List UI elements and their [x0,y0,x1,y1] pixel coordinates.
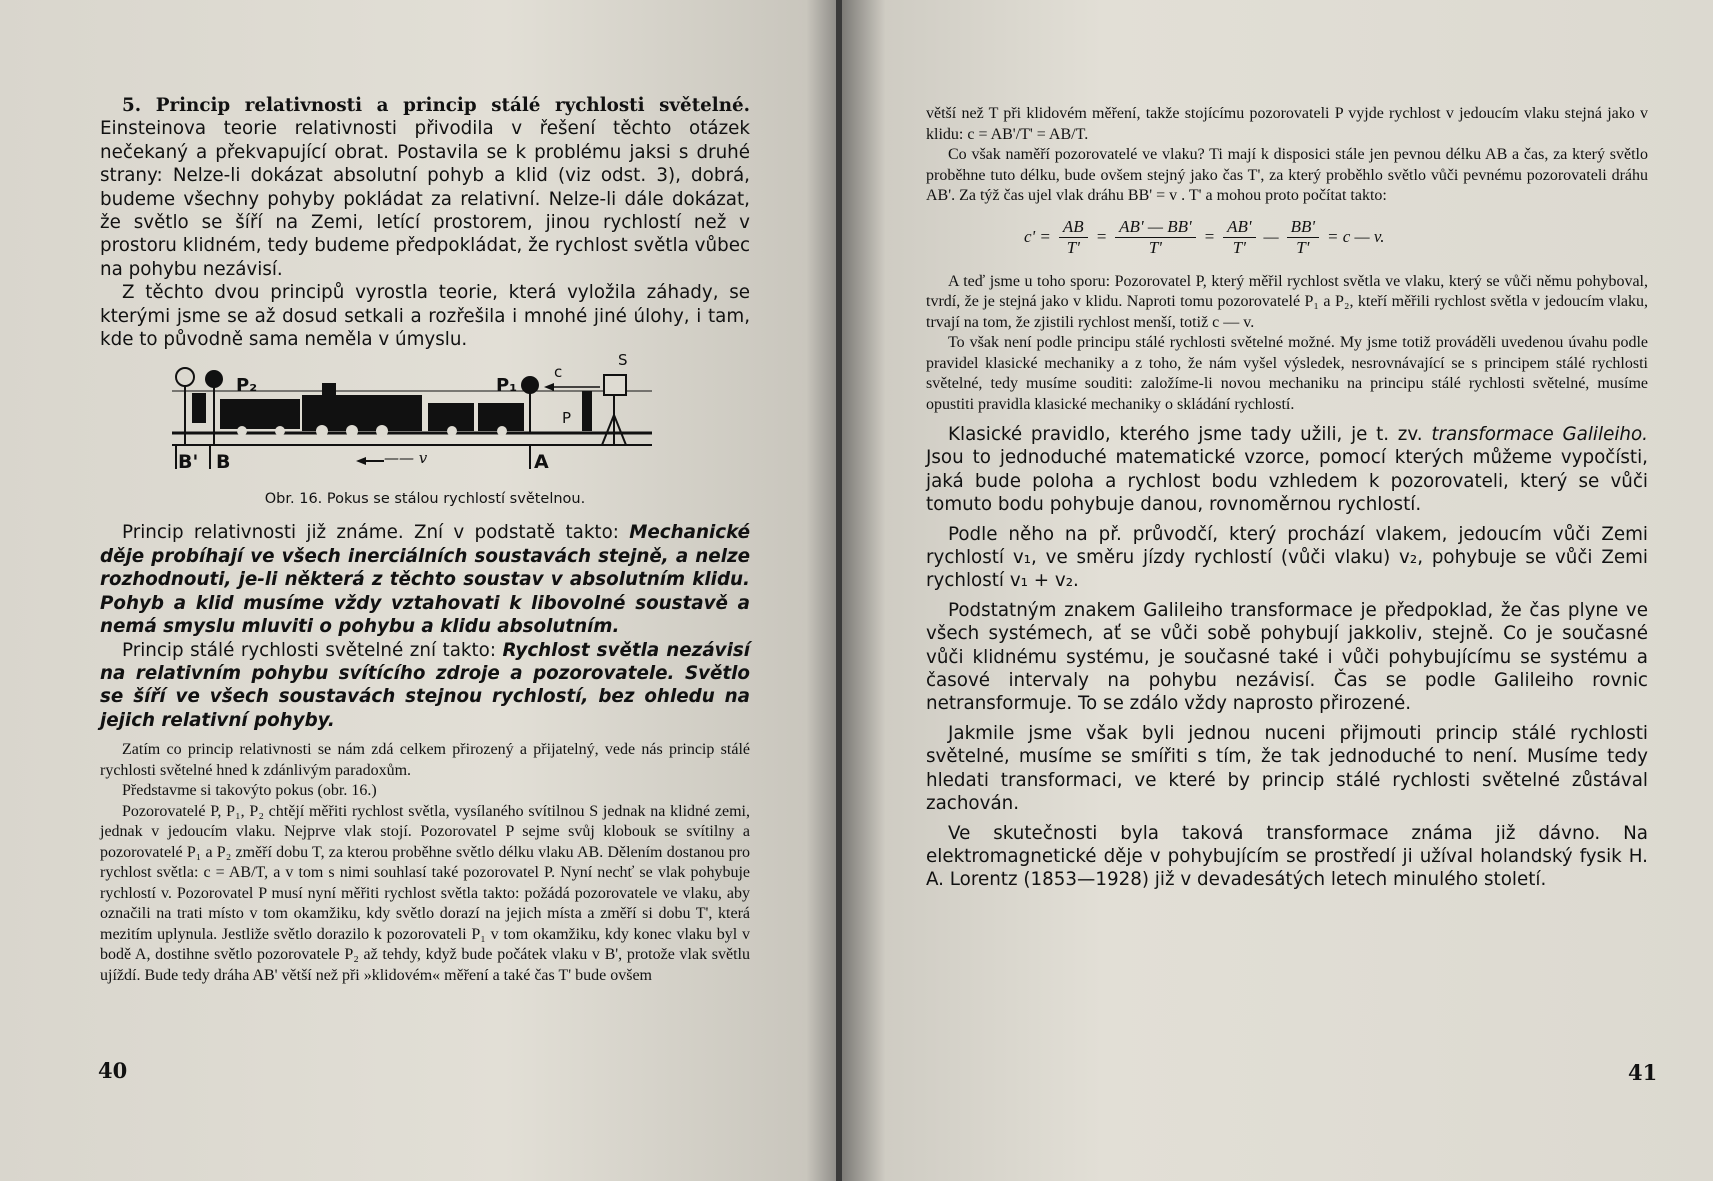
galilean-rest: Jsou to jednoduché matematické vzorce, pomocí kterých můžeme vypočísti, jaká bude poloha a rychlost bodu vzhledem k pozorovateli, který se vůči tomuto bodu pohybuje danou, rovnoměrnou rychlostí. [926,447,1648,516]
small-paragraph-continuation: větší než T při klidovém měření, takže stojícímu pozorovateli P vyjde rychlost v jedoucím vlaku stejná jako v klidu: c = AB'/T' = AB/T. [926,105,1648,143]
galilean-term: transformace Galileiho. [1431,424,1648,445]
page-number-right: 41 [1628,1060,1658,1085]
section-heading: 5. Princip relativnosti a princip stálé rychlosti světelné. [122,95,750,116]
light-statement: Rychlost světla nezávisí na relativním pohybu svítícího zdroje a pozorovatele. Světlo se šíří ve všech soustavách stejnou rychlostí, bez ohledu na jejich relativní pohyby. [100,639,750,731]
label-b: B [216,451,231,474]
label-p2: P₂ [236,375,258,397]
formula-equals-1: = [1095,227,1108,246]
formula-lhs: c' = [1024,227,1051,246]
small-paragraph-conclusion: To však není podle principu stálé rychlosti světelné možné. My jsme totiž prováděli uvedenou úvahu podle pravidel klasické mechaniky a z toho, že nám vyšel výsledek, nesrovnávající se s principem stálé rychlosti světelné, tedy musíme souditi: založíme-li novou mechaniku na principu stálé rychlosti světelné, musíme opustiti pravidla klasické mechaniky o skládání rychlostí. [926,334,1648,413]
label-a: A [534,451,549,474]
paragraph-conductor: Podle něho na př. průvodčí, který prochází vlakem, jedoucím vůči Zemi rychlostí v₁, ve směru jízdy rychlostí (vůči vlaku) v₂, pohybuje se vůči Zemi rychlostí v₁ + v₂. [926,523,1648,592]
label-b-prime: B' [178,451,199,474]
paragraph-lorentz: Ve skutečnosti byla taková transformace známa již dávno. Na elektromagnetické děje v pohybujícím se prostředí ji užíval holandský fysik H. A. Lorentz (1853—1928) již v devadesátých letech minulého století. [926,822,1648,891]
velocity-formula [1024,217,1648,258]
small-paragraph-paradox: Zatím co princip relativnosti se nám zdá celkem přirozený a přijatelný, vede nás princip stálé rychlosti světelné hned k zdánlivým paradoxům. [100,741,750,779]
light-intro: Princip stálé rychlosti světelné zní takto: [122,639,503,661]
formula-fraction-1 [1059,217,1088,258]
formula-rhs: = c — v. [1327,227,1385,246]
label-s: S [618,351,628,370]
formula-fraction-4 [1287,217,1319,258]
paragraph-relativity-principle [100,521,750,638]
left-page-text [100,94,750,986]
figure-train-experiment [152,351,672,485]
left-page [0,0,840,1181]
right-page-text [926,104,1648,892]
right-page [842,0,1713,1181]
fraction-2-num: AB' — BB' [1115,217,1195,238]
fraction-4-den: T' [1296,237,1310,257]
paragraph-galilean [926,423,1648,517]
paragraph-intro-text: Einsteinova teorie relativnosti přivodila v řešení těchto otázek nečekaný a překvapující obrat. Postavila se k problému jaksi s druhé strany: Nelze-li dokázat absolutní pohyb a klid (viz odst. 3), dobrá, budeme všechny pohyby pokládat za relativní. Nelze-li dále dokázat, že světlo se šíří na Zemi, letící prostorem, jinou rychlostí než v prostoru klidném, tedy budeme předpokládat, že rychlost světla vůbec na pohybu nezávisí. [100,118,750,280]
paragraph-light-principle [100,639,750,733]
relativity-intro: Princip relativnosti již známe. Zní v podstatě takto: [122,522,630,544]
label-p1: P₁ [496,375,518,397]
paragraph-time: Podstatným znakem Galileiho transformace je předpoklad, že čas plyne ve všech systémech, ať se vůči sobě pohybují jakkoliv, stejně. Co je současné vůči klidnému systému, je současné také i vůči pohybujícímu se systému a časové intervaly na pohybu nezávisí. Čas se podle Galileiho rovnic netransformuje. To se zdálo vždy naprosto přirozené. [926,599,1648,715]
formula-minus: — [1263,227,1279,246]
fraction-2-den: T' [1148,237,1162,257]
fraction-1-den: T' [1066,237,1080,257]
fraction-1-num: AB [1059,217,1088,238]
fraction-4-num: BB' [1287,217,1319,238]
paragraph-intro [100,94,750,281]
relativity-statement: Mechanické děje probíhají ve všech inerciálních soustavách stejně, a nelze rozhodnouti, je-li některá z těchto soustav v absolutním klidu. Pohyb a klid musíme vždy vztahovati k libovolné soustavě a nemá smyslu mluviti o pohybu a klidu absolutním. [100,522,750,638]
fraction-3-num: AB' [1223,217,1255,238]
galilean-intro: Klasické pravidlo, kterého jsme tady užili, je t. zv. [948,424,1432,445]
label-c: c [554,363,563,382]
paragraph-two-principles: Z těchto dvou principů vyrostla teorie, která vyložila záhady, se kterými jsme se až dosud setkali a rozřešila i mnohé jiné úlohy, i tam, kde to původně sama neměla v úmyslu. [100,282,750,351]
small-paragraph-experiment: Představme si takovýto pokus (obr. 16.) [122,782,377,800]
formula-equals-2: = [1203,227,1216,246]
label-v: —— v [384,449,428,468]
fraction-3-den: T' [1232,237,1246,257]
label-p: P [562,409,572,428]
paragraph-new-transform: Jakmile jsme však byli jednou nuceni přijmouti princip stálé rychlosti světelné, musíme se smířiti s tím, že tak jednoduché to není. Musíme tedy hledati transformaci, ve které by princip stálé rychlosti světelné zůstával zachován. [926,722,1648,815]
formula-fraction-2 [1115,217,1195,258]
formula-fraction-3 [1223,217,1255,258]
figure-caption: Obr. 16. Pokus se stálou rychlostí světelnou. [264,491,586,508]
page-number-left: 40 [98,1058,128,1083]
small-paragraph-dispute: A teď jsme u toho sporu: Pozorovatel P, který měřil rychlost světla ve vlaku, který se vůči němu pohyboval, tvrdí, že je stejná jako v klidu. Naproti tomu pozorovatelé P₁ a P₂, kteří měřili rychlost světla v jedoucím vlaku, trvají na tom, že zjistili rychlost menší, totiž c — v. [926,272,1648,331]
small-paragraph-observers: Pozorovatelé P, P₁, P₂ chtějí měřiti rychlost světla, vysílaného svítilnou S jednak na klidné zemi, jednak v jedoucím vlaku. Nejprve vlak stojí. Pozorovatel P sejme svůj klobouk se svítilny a pozorovatelé P₁ a P₂ změří dobu T, za kterou proběhne světlo délku vlaku AB. Dělením dostanou pro rychlost světla: c = AB/T, a v tom s nimi souhlasí také pozorovatel P. Nyní nechť se vlak pohybuje rychlostí v. Pozorovatel P musí nyní měřiti rychlost světla takto: požádá pozorovatele ve vlaku, aby označili na trati místo v tom okamžiku, kdy světlo dorazí na jejich místa a změří si dobu T', která mezitím uplynula. Jestliže světlo dorazilo k pozorovateli P₁ v tom okamžiku, kdy konec vlaku byl v bodě A, dostihne světlo pozorovatele P₂ až tehdy, když bude počátek vlaku v B', protože vlak světlu ujíždí. Bude tedy dráha AB' větší než při »klidovém« měření a také čas T' bude ovšem [100,802,750,984]
small-paragraph-train-observers: Co však naměří pozorovatelé ve vlaku? Ti mají k disposici stále jen pevnou délku AB a čas, za který světlo proběhne tuto délku, bude ovšem stejný jako čas T', za který proběhlo světlo vůči pevnému pozorovateli dráhu AB'. Za týž čas ujel vlak dráhu BB' = v . T' a mohou proto počítat takto: [926,146,1648,204]
